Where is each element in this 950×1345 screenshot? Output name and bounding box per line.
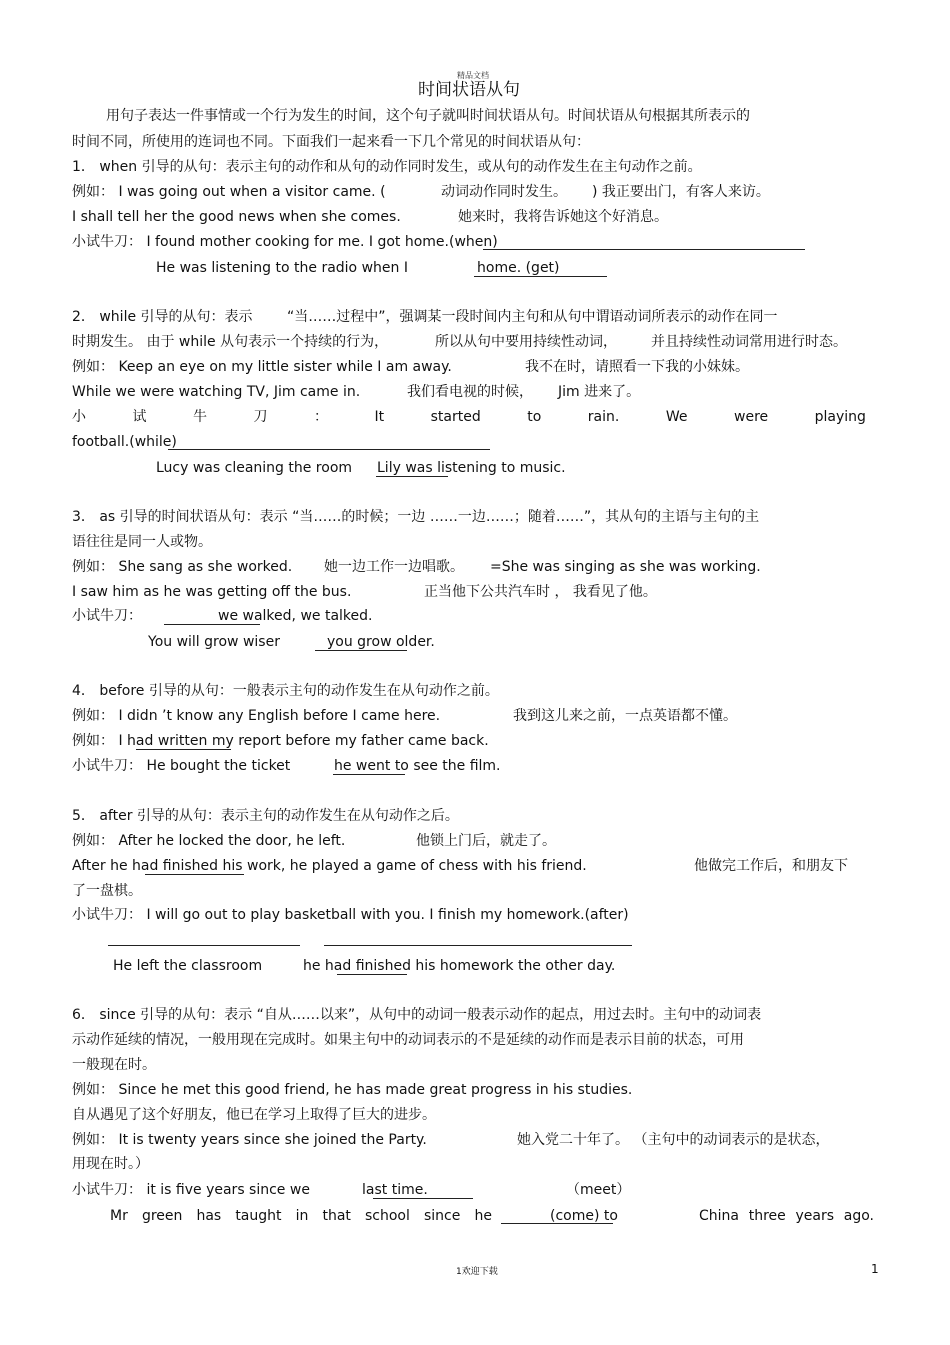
s4-example-2-underline (136, 749, 231, 750)
s6-practice-1-verb: （meet） (566, 1182, 631, 1198)
s5-example-2-cn: 他做完工作后，和朋友下 (694, 858, 848, 874)
s5-example-2-cn-cont: 了一盘棋。 (72, 883, 142, 899)
s6-practice-word: school (365, 1208, 410, 1224)
s6-practice-word: three (748, 1208, 786, 1224)
s6-practice-2-cont (699, 1206, 874, 1226)
s1-practice-1: 小试牛刀： I found mother cooking for me. I got home.(when) (72, 234, 498, 250)
s2-practice-1-cont: football.(while) (72, 434, 177, 450)
s2-example-2: While we were watching TV, Jim came in. (72, 384, 361, 400)
section-3-heading: 3． as 引导的时间状语从句：表示 “当……的时候；一边 ……一边……；随着……”，其从句的主语与主句的主 (72, 509, 760, 525)
s2-practice-word: 刀 (253, 409, 268, 425)
s6-example-2-cn: 她入党二十年了。 （主句中的动词表示的是状态， (517, 1132, 830, 1148)
s2-practice-1-blank[interactable] (168, 449, 490, 450)
s3-example-1: 例如： She sang as she worked. (72, 559, 293, 575)
s6-practice-word: he (474, 1208, 492, 1224)
s2-practice-2-answer: Lily was listening to music. (377, 460, 566, 476)
s1-practice-2: He was listening to the radio when I (156, 260, 408, 276)
s5-example-1: 例如： After he locked the door, he left. (72, 833, 346, 849)
s5-practice-2-answer: he had finished his homework the other day. (303, 958, 616, 974)
s3-practice-2-blank[interactable] (315, 650, 407, 651)
section-6-heading: 6． since 引导的从句：表示 “自从……以来”，从句中的动词一般表示动作的起点，用过去时。主句中的动词表 (72, 1007, 762, 1023)
page-number: 1 (871, 1262, 879, 1276)
s6-practice-2 (110, 1206, 492, 1226)
s6-practice-word: green (141, 1208, 183, 1224)
s3-practice-2-answer: you grow older. (327, 634, 435, 650)
s3-practice-1-blank[interactable] (164, 624, 260, 625)
s5-practice-2-blank[interactable] (337, 974, 407, 975)
section-2-heading-def: “当……过程中”，强调某一段时间内主句和从句中谓语动词所表示的动作在同一 (287, 309, 778, 325)
s2-practice-word: rain. (587, 409, 620, 425)
section-6-heading-2: 示动作延续的情况，一般用现在完成时。如果主句中的动词表示的不是延续的动作而是表示目前的状态，可用 (72, 1032, 744, 1048)
s1-example-1: 例如： I was going out when a visitor came. ( (72, 184, 386, 200)
s6-practice-word: taught (235, 1208, 282, 1224)
s6-practice-word: China (699, 1208, 739, 1224)
top-note: 精品文档 (457, 71, 489, 80)
s3-example-1-alt: =She was singing as she was working. (490, 559, 761, 575)
s3-example-2: I saw him as he was getting off the bus. (72, 584, 352, 600)
s2-line-2c: 并且持续性动词常用进行时态。 (651, 334, 847, 350)
s6-practice-word: since (423, 1208, 461, 1224)
section-2-heading: 2． while 引导的从句：表示 (72, 309, 253, 325)
s4-practice-blank[interactable] (333, 774, 405, 775)
s3-practice-1-answer: we walked, we talked. (218, 608, 373, 624)
s5-example-1-cn: 他锁上门后，就走了。 (416, 833, 556, 849)
s2-example-2-cn: 我们看电视的时候， (407, 384, 533, 400)
s6-practice-word: ago. (843, 1208, 874, 1224)
s2-practice-word: 试 (132, 409, 147, 425)
s4-practice: 小试牛刀： He bought the ticket (72, 758, 291, 774)
s3-practice-1-label: 小试牛刀： (72, 608, 142, 624)
s4-example-1: 例如： I didn ’t know any English before I came here. (72, 708, 441, 724)
s6-practice-word: in (295, 1208, 309, 1224)
s1-example-1-note: 动词动作同时发生。 (441, 184, 567, 200)
section-5-heading: 5． after 引导的从句：表示主句的动作发生在从句动作之后。 (72, 808, 459, 824)
s6-practice-1-answer: last time. (362, 1182, 428, 1198)
s6-practice-1: 小试牛刀： it is five years since we (72, 1182, 310, 1198)
s6-practice-1-blank[interactable] (373, 1198, 473, 1199)
s1-practice-2-blank[interactable] (474, 276, 607, 277)
s5-example-2-underline (145, 874, 244, 875)
s6-example-1-cn: 自从遇见了这个好朋友，他已在学习上取得了巨大的进步。 (72, 1107, 436, 1123)
s4-example-1-cn: 我到这儿来之前，一点英语都不懂。 (513, 708, 737, 724)
s1-example-1-cn: ) 我正要出门，有客人来访。 (592, 184, 770, 200)
s3-practice-2: You will grow wiser (148, 634, 280, 650)
section-4-heading: 4． before 引导的从句：一般表示主句的动作发生在从句动作之前。 (72, 683, 499, 699)
s6-example-2-cn-cont: 用现在时。） (72, 1156, 149, 1172)
s6-practice-2-answer: (come) to (550, 1208, 618, 1224)
s2-line-2: 时期发生。 由于 while 从句表示一个持续的行为， (72, 334, 389, 350)
s4-example-2: 例如： I had written my report before my father came back. (72, 733, 489, 749)
s3-example-1-cn: 她一边工作一边唱歌。 (324, 559, 464, 575)
intro-line-1: 用句子表达一件事情或一个行为发生的时间，这个句子就叫时间状语从句。时间状语从句根据其所表示的 (106, 108, 750, 124)
s5-practice-1: 小试牛刀： I will go out to play basketball with you. I finish my homework.(after) (72, 907, 629, 923)
page-title: 时间状语从句 (418, 80, 520, 100)
s1-practice-2-answer: home. (get) (477, 260, 560, 276)
s2-practice-1 (72, 407, 866, 427)
s2-practice-2-blank[interactable] (376, 476, 448, 477)
s2-practice-word: It (374, 409, 385, 425)
section-1-heading: 1． when 引导的从句：表示主句的动作和从句的动作同时发生，或从句的动作发生在主句动作之前。 (72, 159, 702, 175)
s2-practice-word: 牛 (193, 409, 207, 425)
s5-example-2: After he had finished his work, he played a game of chess with his friend. (72, 858, 587, 874)
s4-practice-answer: he went to see the film. (334, 758, 501, 774)
s6-practice-word: Mr (110, 1208, 128, 1224)
s6-practice-word: has (196, 1208, 222, 1224)
s2-practice-word: ： (314, 409, 328, 425)
s2-practice-word: playing (814, 409, 866, 425)
s2-practice-2: Lucy was cleaning the room (156, 460, 353, 476)
s2-example-1-cn: 我不在时，请照看一下我的小妹妹。 (525, 359, 749, 375)
s1-example-2-cn: 她来时，我将告诉她这个好消息。 (458, 209, 668, 225)
section-6-heading-3: 一般现在时。 (72, 1057, 156, 1073)
s6-example-2: 例如： It is twenty years since she joined the Party. (72, 1132, 427, 1148)
s5-practice-1-blank-b[interactable] (324, 945, 632, 946)
s2-example-2-cn2: Jim 进来了。 (558, 384, 641, 400)
section-3-heading-2: 语往往是同一人或物。 (72, 534, 212, 550)
s2-practice-word: were (734, 409, 769, 425)
s6-practice-word: years (795, 1208, 835, 1224)
s5-practice-2: He left the classroom (113, 958, 263, 974)
s2-practice-word: started (430, 409, 481, 425)
s5-practice-1-blank-a[interactable] (108, 945, 300, 946)
s2-practice-word: to (527, 409, 542, 425)
s1-practice-1-blank[interactable] (483, 249, 805, 250)
s2-line-2b: 所以从句中要用持续性动词， (435, 334, 617, 350)
s6-practice-word: that (322, 1208, 351, 1224)
footer-center: 1欢迎下载 (456, 1267, 498, 1277)
intro-line-2: 时间不同，所使用的连词也不同。下面我们一起来看一下几个常见的时间状语从句： (72, 134, 590, 150)
s2-practice-word: We (665, 409, 688, 425)
s2-example-1: 例如： Keep an eye on my little sister while I am away. (72, 359, 452, 375)
s6-example-1: 例如： Since he met this good friend, he has made great progress in his studies. (72, 1082, 633, 1098)
s6-practice-2-blank[interactable] (501, 1223, 613, 1224)
s1-example-2: I shall tell her the good news when she comes. (72, 209, 401, 225)
s3-example-2-cn: 正当他下公共汽车时 ， 我看见了他。 (424, 584, 657, 600)
s2-practice-word: 小 (72, 409, 86, 425)
